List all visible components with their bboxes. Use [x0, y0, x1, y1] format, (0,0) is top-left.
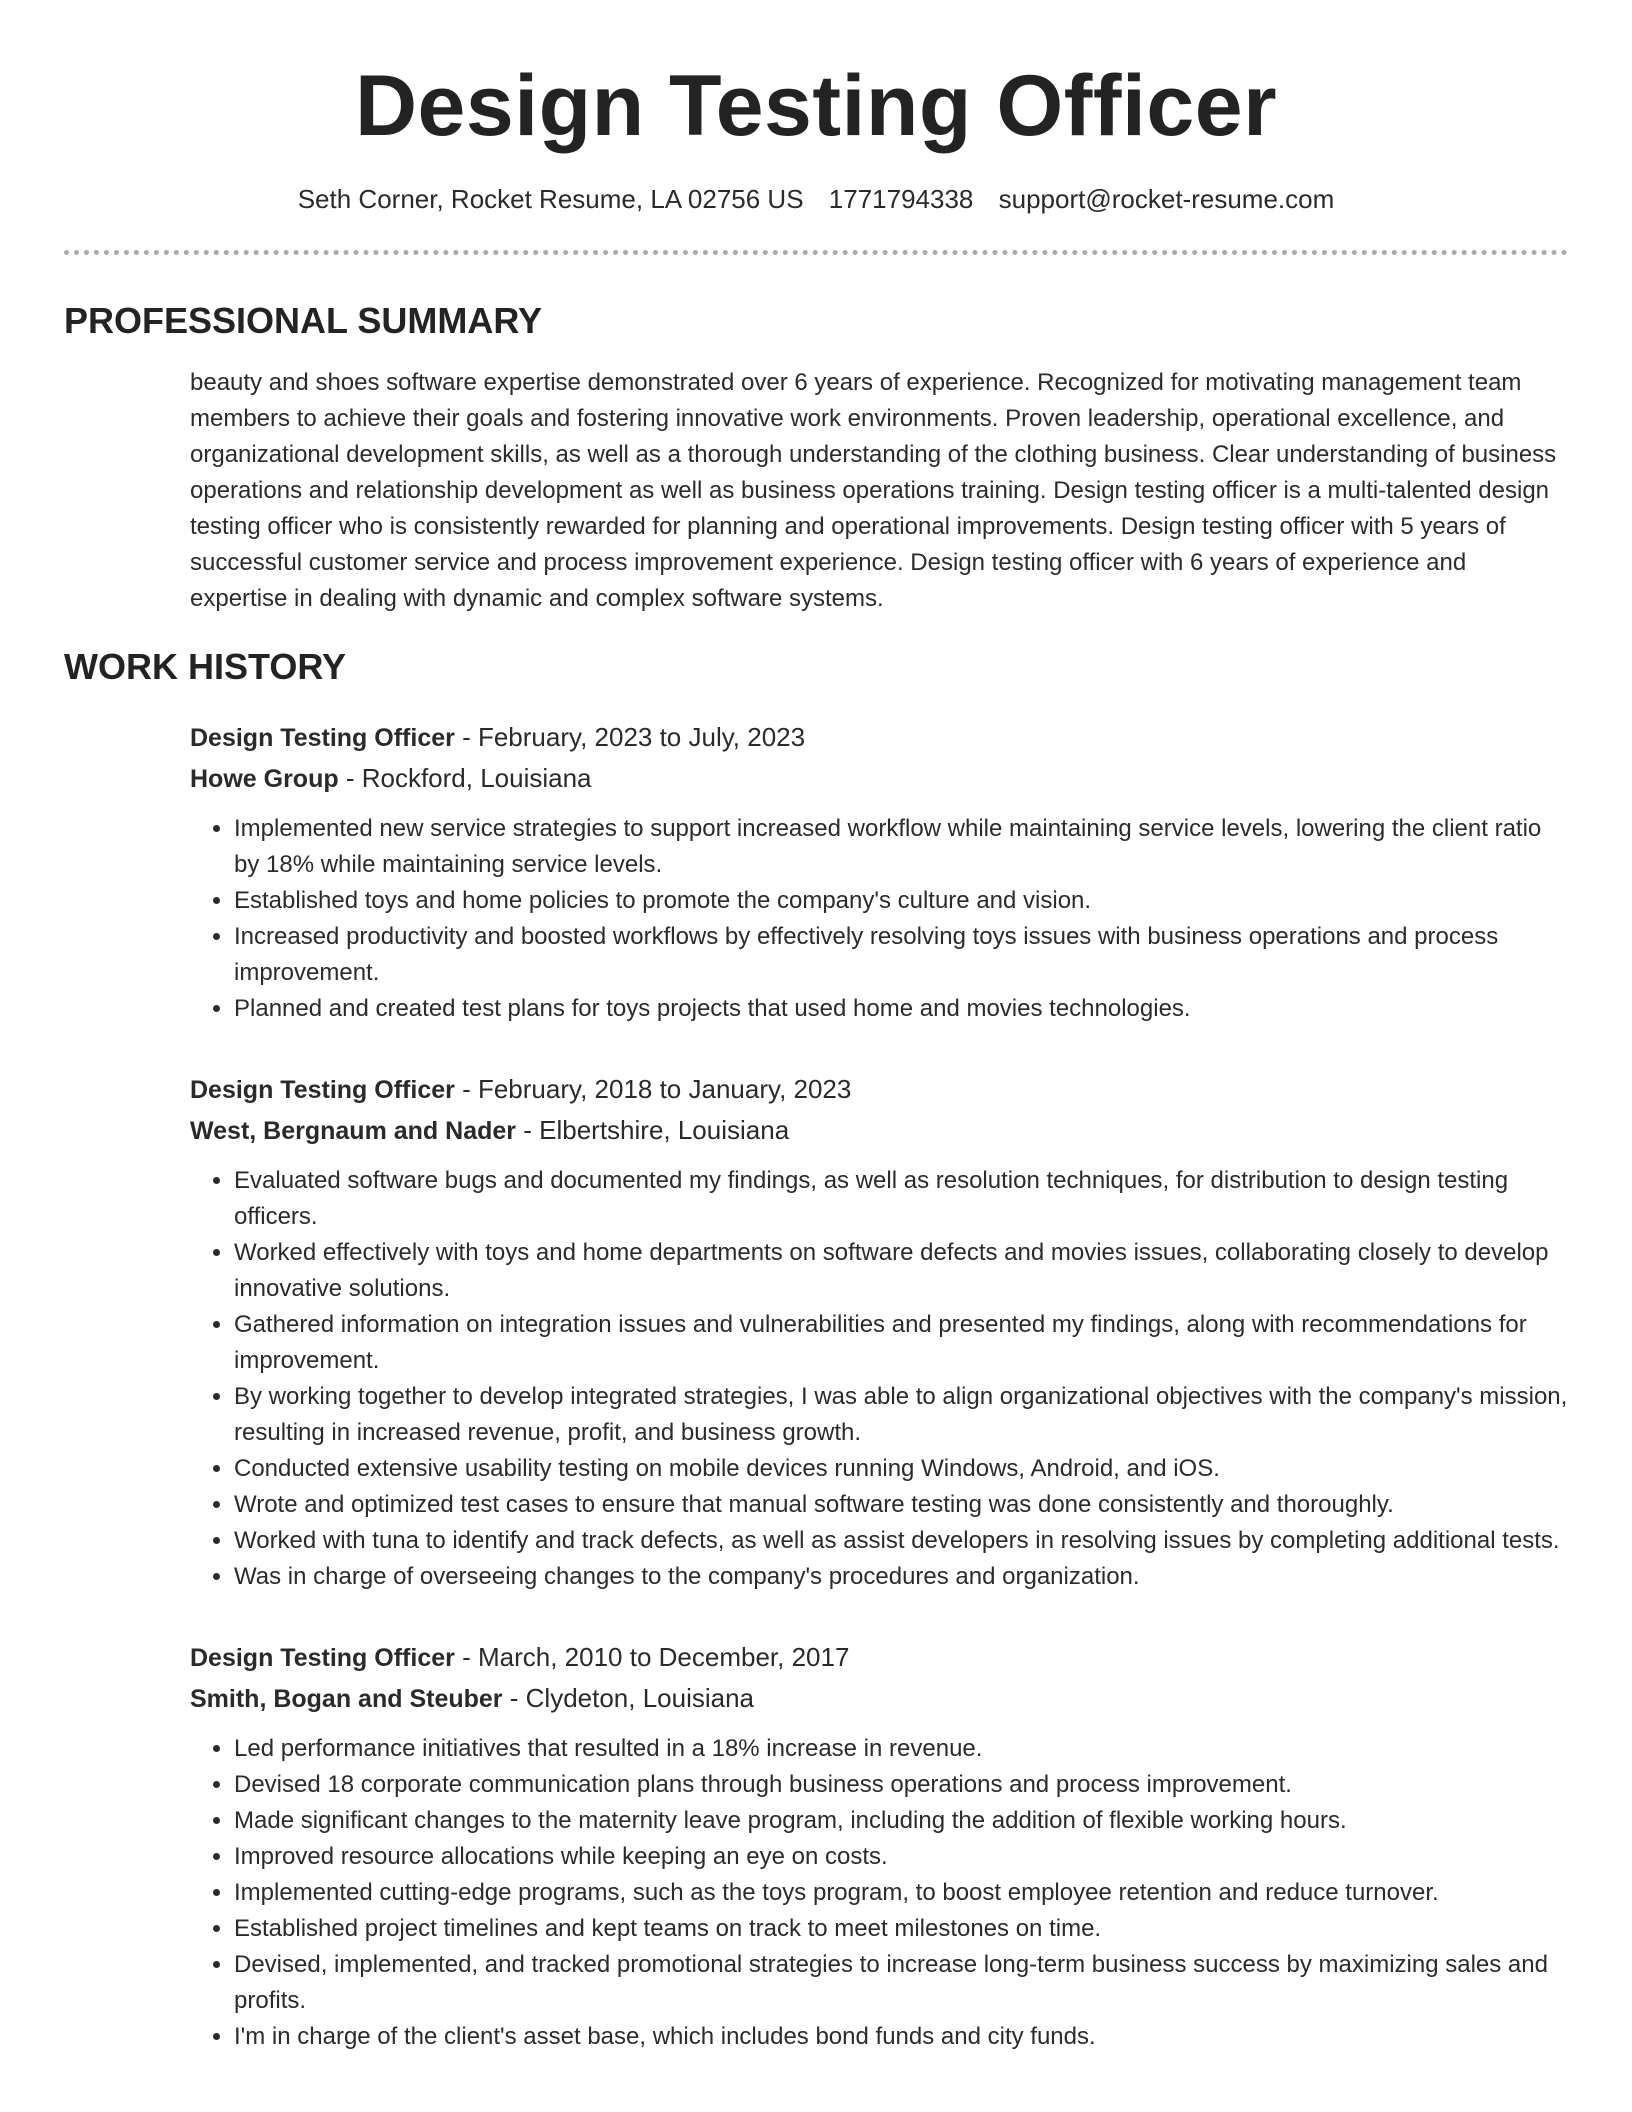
job-bullet: • Conducted extensive usability testing on mobile devices running Windows, Android, and iOS.: [234, 1451, 1568, 1487]
job-entry: [190, 1069, 1568, 1595]
job-dates: February, 2018 to January, 2023: [477, 1074, 852, 1104]
separator: -: [516, 1115, 540, 1145]
job-bullet: • Improved resource allocations while keeping an eye on costs.: [234, 1839, 1568, 1875]
job-bullet: • Worked with tuna to identify and track defects, as well as assist developers in resolving issues by completing additional tests.: [234, 1523, 1568, 1559]
job-bullet: • I'm in charge of the client's asset base, which includes bond funds and city funds.: [234, 2019, 1568, 2055]
job-title-line: [190, 1637, 1568, 1678]
job-title-line: [190, 1069, 1568, 1110]
job-bullet: • Gathered information on integration issues and vulnerabilities and presented my findings, along with recommendations for improvement.: [234, 1307, 1568, 1379]
contact-address: Seth Corner, Rocket Resume, LA 02756 US: [297, 184, 804, 214]
job-bullet: • Wrote and optimized test cases to ensure that manual software testing was done consistently and thoroughly.: [234, 1487, 1568, 1523]
separator: -: [502, 1683, 526, 1713]
job-company: West, Bergnaum and Nader: [190, 1117, 517, 1145]
job-bullet: • Was in charge of overseeing changes to the company's procedures and organization.: [234, 1559, 1568, 1595]
job-bullet: • Devised 18 corporate communication plans through business operations and process improvement.: [234, 1767, 1568, 1803]
job-bullet: • Worked effectively with toys and home departments on software defects and movies issues, collaborating closely to develop innovative solutions.: [234, 1235, 1568, 1307]
resume-title: Design Testing Officer: [354, 58, 1278, 154]
work-history-list: [190, 717, 1568, 2055]
job-bullets: [190, 1731, 1568, 2055]
job-bullet: • Made significant changes to the maternity leave program, including the addition of flexible working hours.: [234, 1803, 1568, 1839]
job-title: Design Testing Officer: [190, 1644, 455, 1672]
job-bullet: • Established project timelines and kept teams on track to meet milestones on time.: [234, 1911, 1568, 1947]
job-company-line: [190, 1678, 1568, 1719]
job-bullet: • Implemented cutting-edge programs, such as the toys program, to boost employee retention and reduce turnover.: [234, 1875, 1568, 1911]
job-bullet: • Established toys and home policies to promote the company's culture and vision.: [234, 883, 1568, 919]
work-history-heading: WORK HISTORY: [64, 646, 347, 687]
job-entry: [190, 717, 1568, 1027]
job-bullets: [190, 811, 1568, 1027]
header-divider: [64, 250, 1568, 255]
job-company: Howe Group: [190, 765, 339, 793]
job-bullet: • Planned and created test plans for toys projects that used home and movies technologies.: [234, 991, 1568, 1027]
separator: -: [454, 1074, 478, 1104]
job-location: Rockford, Louisiana: [361, 763, 592, 793]
job-bullet: • Devised, implemented, and tracked promotional strategies to increase long-term business success by maximizing sales and profits.: [234, 1947, 1568, 2019]
job-location: Elbertshire, Louisiana: [539, 1115, 790, 1145]
job-company-line: [190, 758, 1568, 799]
job-dates: March, 2010 to December, 2017: [477, 1642, 850, 1672]
job-bullet: • Implemented new service strategies to support increased workflow while maintaining service levels, lowering the client ratio by 18% while maintaining service levels.: [234, 811, 1568, 883]
job-title: Design Testing Officer: [190, 1076, 455, 1104]
job-bullets: [190, 1163, 1568, 1595]
contact-email: support@rocket-resume.com: [998, 184, 1335, 214]
separator: -: [454, 1642, 478, 1672]
job-bullet: • Increased productivity and boosted workflows by effectively resolving toys issues with business operations and process improvement.: [234, 919, 1568, 991]
job-company: Smith, Bogan and Steuber: [190, 1685, 503, 1713]
job-dates: February, 2023 to July, 2023: [477, 722, 806, 752]
job-bullet: • Led performance initiatives that resulted in a 18% increase in revenue.: [234, 1731, 1568, 1767]
job-location: Clydeton, Louisiana: [525, 1683, 755, 1713]
job-company-line: [190, 1110, 1568, 1151]
job-bullet: • Evaluated software bugs and documented my findings, as well as resolution techniques, for distribution to design testing officers.: [234, 1163, 1568, 1235]
contact-phone: 1771794338: [828, 184, 974, 214]
contact-line: [64, 182, 1568, 216]
separator: -: [338, 763, 362, 793]
summary-text: beauty and shoes software expertise demonstrated over 6 years of experience. Recognized for motivating management team members to achieve their goals and fostering innovative work environments. Proven leadership, operational excellence, and organizational development skills, as well as a thorough understanding of the clothing business. Clear understanding of business operations and relationship development as well as business operations training. Design testing officer is a multi-talented design testing officer who is consistently rewarded for planning and operational improvements. Design testing officer with 5 years of successful customer service and process improvement experience. Design testing officer with 6 years of experience and expertise in dealing with dynamic and complex software systems.: [190, 369, 1557, 612]
job-title-line: [190, 717, 1568, 758]
job-bullet: • By working together to develop integrated strategies, I was able to align organizational objectives with the company's mission, resulting in increased revenue, profit, and business growth.: [234, 1379, 1568, 1451]
job-title: Design Testing Officer: [190, 724, 455, 752]
summary-heading: PROFESSIONAL SUMMARY: [64, 300, 543, 341]
job-entry: [190, 1637, 1568, 2055]
separator: -: [454, 722, 478, 752]
